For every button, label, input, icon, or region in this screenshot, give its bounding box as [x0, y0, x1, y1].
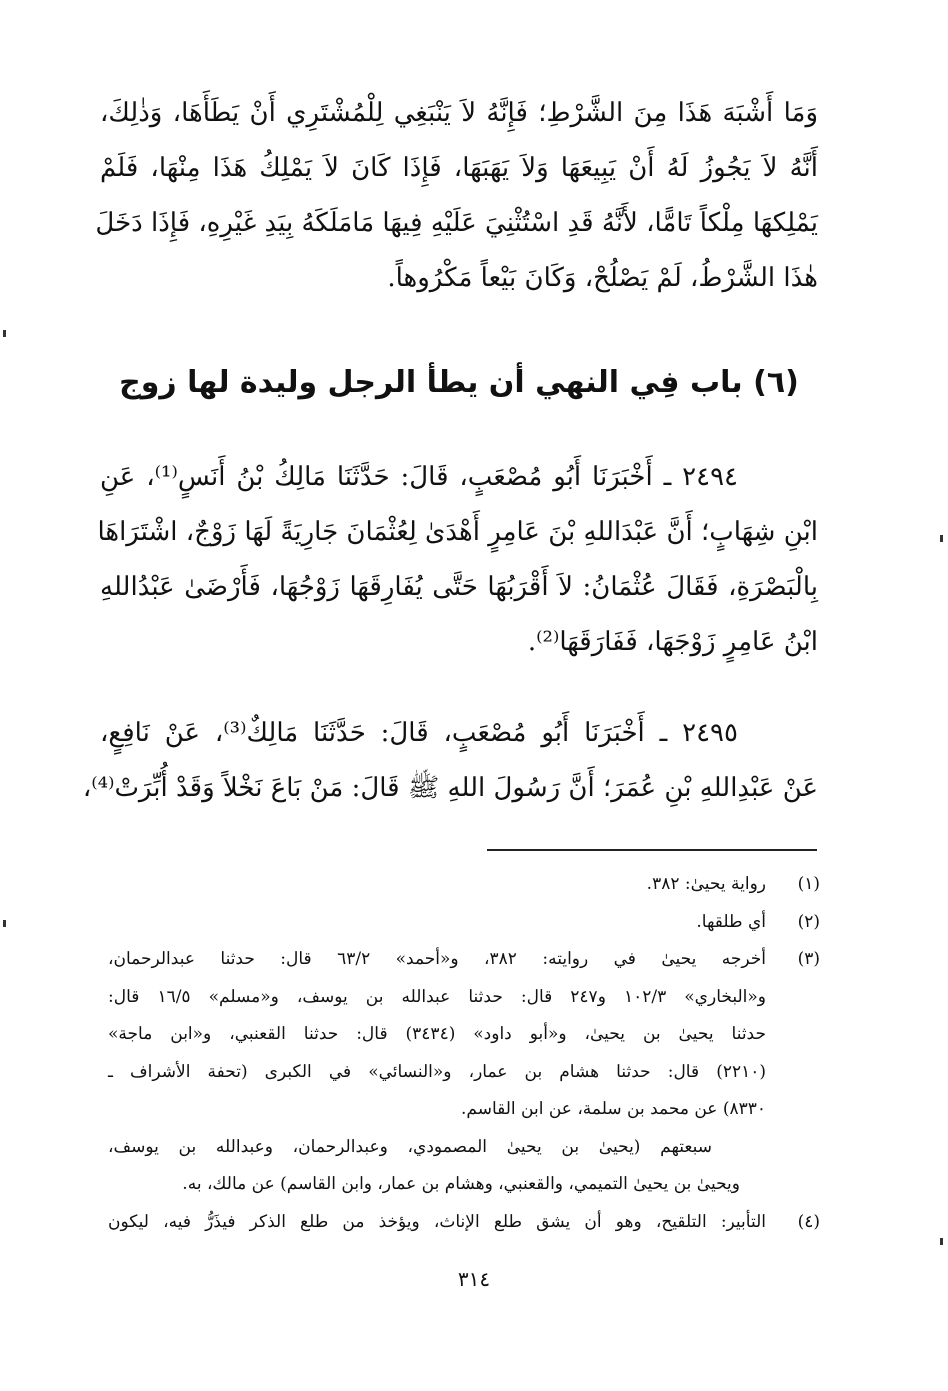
footnote-body — [108, 904, 766, 942]
footnote-body — [108, 866, 766, 904]
chapter-heading: (٦) باب فِي النهي أن يطأ الرجل وليدة لها زوج — [119, 365, 799, 400]
footnote-line: التأبير: التلقيح، وهو أن يشق طلع الإناث، ويؤخذ من طلع الذكر فيذَرُّ فيه، ليكون — [108, 1211, 766, 1232]
hadith-line: ٢٤٩٥ ـ أَخْبَرَنَا أَبُو مُصْعَبٍ، قَالَ: حَدَّثَنَا مَالِكٌ⁽³⁾، عَنْ نَافِعٍ، — [100, 718, 738, 748]
footnote-body — [108, 941, 766, 1129]
footnote-line: و«البخاري» ١٠٢/٣ و٢٤٧ قال: حدثنا عبدالله بن يوسف، و«مسلم» ١٦/٥ قال: — [108, 986, 766, 1007]
footnote-line: حدثنا يحيىٰ بن يحيىٰ، و«أبو داود» (٣٤٣٤) قال: حدثنا القعنبي، و«ابن ماجة» — [108, 1024, 766, 1044]
footnote-number: (٤) — [797, 1211, 820, 1232]
footnote-3 — [108, 941, 820, 1129]
footnote-line: ٨٣٣٠) عن محمد بن سلمة، عن ابن القاسم. — [460, 1099, 766, 1119]
footnote-line: سبعتهم (يحيىٰ بن يحيىٰ المصمودي، وعبدالرحمان، وعبدالله بن يوسف، — [108, 1136, 712, 1157]
hadith-line: ٢٤٩٤ ـ أَخْبَرَنَا أَبُو مُصْعَبٍ، قَالَ: حَدَّثَنَا مَالِكُ بْنُ أَنَسٍ⁽¹⁾، عَنِ — [100, 462, 738, 492]
footnote-line: ويحيىٰ بن يحيىٰ التميمي، والقعنبي، وهشام بن عمار، وابن القاسم) عن مالك، به. — [182, 1174, 740, 1194]
footnote-line: رواية يحيىٰ: ٣٨٢. — [646, 874, 766, 894]
intro-paragraph — [95, 86, 818, 306]
footnote-number: (١) — [797, 874, 820, 894]
footnote-3-summary — [108, 1129, 820, 1204]
scan-edge-mark — [940, 1238, 943, 1245]
scan-edge-mark — [3, 920, 6, 927]
footnote-line: أي طلقها. — [696, 911, 766, 932]
intro-line: أَنَّهُ لاَ يَجُوزُ لَهُ أَنْ يَبِيعَهَا وَلاَ يَهَبَهَا، فَإِذَا كَانَ لاَ يَمْلِكُ هَذَا مِنْهَا، فَلَمْ — [100, 153, 818, 183]
footnote-number: (٣) — [797, 949, 820, 969]
footnote-line: أخرجه يحيىٰ في روايته: ٣٨٢، و«أحمد» ٦٣/٢ قال: حدثنا عبدالرحمان، — [108, 949, 767, 969]
footnote-4 — [108, 1204, 820, 1242]
hadith-2494 — [97, 450, 818, 670]
intro-line: يَمْلِكهَا مِلْكاً تَامًّا، لأَنَّهُ قَدِ اسْتُثْنِيَ عَلَيْهِ فِيهَا مَامَلَكَهُ بِيَدِ غَيْرِهِ، فَإِذَا دَخَلَ — [95, 208, 818, 238]
footnote-separator — [487, 849, 817, 851]
hadith-2495 — [82, 706, 818, 816]
footnote-body — [108, 1204, 766, 1242]
scan-edge-mark — [940, 535, 943, 542]
page-number: ٣١٤ — [457, 1267, 491, 1291]
footnote-line: (٢٢١٠) قال: حدثنا هشام بن عمار، و«النسائي» في الكبرى (تحفة الأشراف ـ — [108, 1061, 766, 1082]
hadith-line: عَنْ عَبْدِاللهِ بْنِ عُمَرَ؛ أَنَّ رَسُولَ اللهِ ﷺ قَالَ: مَنْ بَاعَ نَخْلاً وَقَدْ أُبِّرَتْ⁽⁴⁾، — [82, 773, 818, 803]
hadith-line: بِالْبَصْرَةِ، فَقَالَ عُثْمَانُ: لاَ أَقْرَبُهَا حَتَّى يُفَارِقَهَا زَوْجُهَا، فَأَرْضَىٰ عَبْدُاللهِ — [100, 572, 818, 602]
scan-edge-mark — [3, 330, 6, 337]
intro-line: هٰذَا الشَّرْطُ، لَمْ يَصْلُحْ، وَكَانَ بَيْعاً مَكْرُوهاً. — [387, 263, 818, 293]
footnote-2 — [108, 904, 820, 942]
footnotes — [108, 866, 820, 1241]
footnote-number: (٢) — [797, 911, 820, 932]
intro-line: وَمَا أَشْبَهَ هَذَا مِنَ الشَّرْطِ؛ فَإِنَّهُ لاَ يَنْبَغِي لِلْمُشْتَرِي أَنْ يَطَأَهَا، وَذٰلِكَ، — [100, 98, 818, 128]
footnote-1 — [108, 866, 820, 904]
hadith-line: ابْنُ عَامِرٍ زَوْجَهَا، فَفَارَقَهَا⁽²⁾. — [527, 627, 818, 657]
hadith-line: ابْنِ شِهَابٍ؛ أَنَّ عَبْدَاللهِ بْنَ عَامِرٍ أَهْدَىٰ لِعُثْمَانَ جَارِيَةً لَهَا زَوْجٌ، اشْتَرَاهَا — [97, 517, 818, 547]
